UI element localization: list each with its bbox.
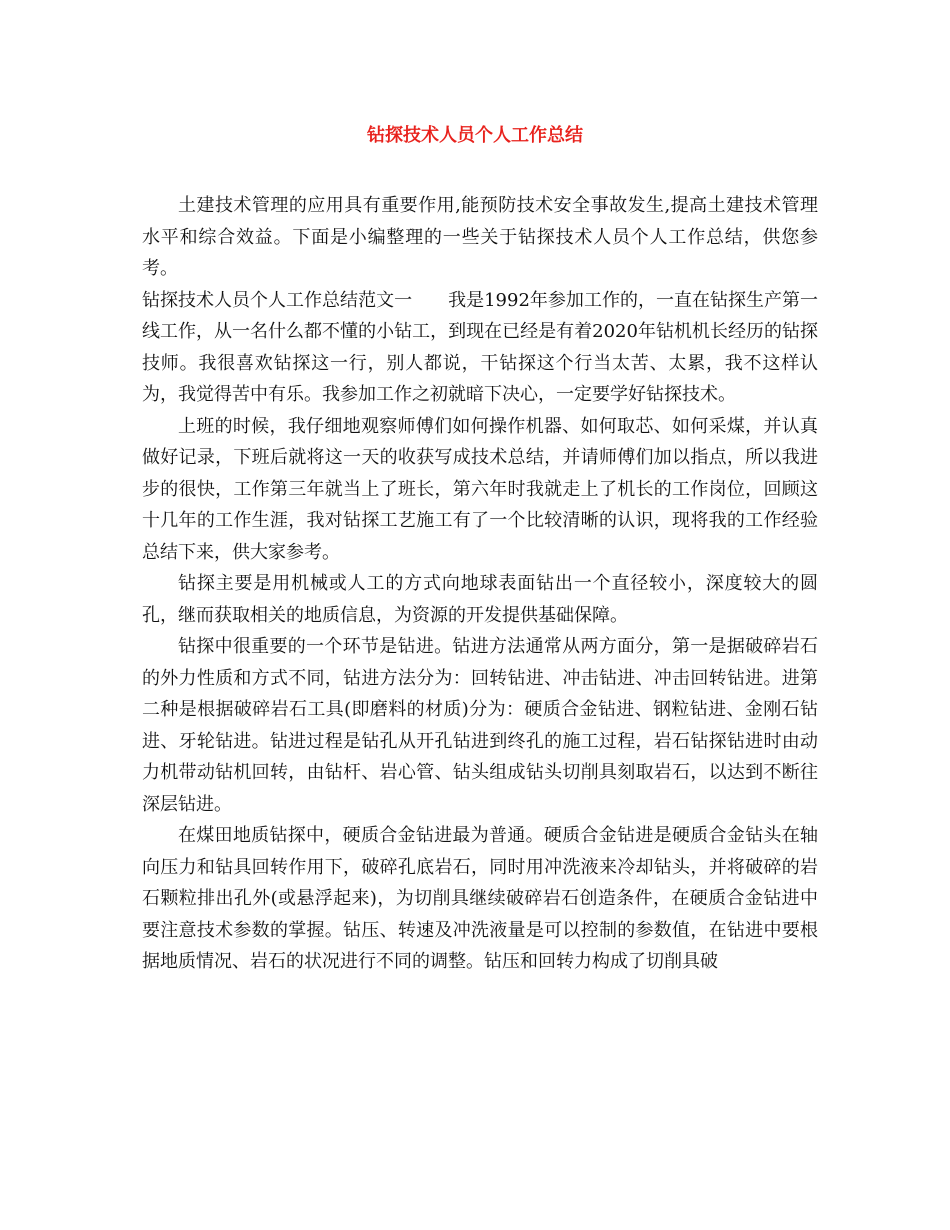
body-paragraph: 钻探主要是用机械或人工的方式向地球表面钻出一个直径较小，深度较大的圆孔，继而获取相关的地质信息，为资源的开发提供基础保障。 (142, 573, 818, 626)
body-paragraph: 钻探中很重要的一个环节是钻进。钻进方法通常从两方面分，第一是据破碎岩石的外力性质和方式不同，钻进方法分为：回转钻进、冲击钻进、冲击回转钻进。进第二种是根据破碎岩石工具(即磨料的材质)分为：硬质合金钻进、钢粒钻进、金刚石钻进、牙轮钻进。钻进过程是钻孔从开孔钻进到终孔的施工过程，岩石钻探钻进时由动力机带动钻机回转，由钻杆、岩心管、钻头组成钻头切削具刻取岩石，以达到不断往深层钻进。 (142, 636, 818, 815)
body-paragraph: 上班的时候，我仔细地观察师傅们如何操作机器、如何取芯、如何采煤，并认真做好记录，下班后就将这一天的收获写成技术总结，并请师傅们加以指点，所以我进步的很快，工作第三年就当上了班长，第六年时我就走上了机长的工作岗位，回顾这十几年的工作生涯，我对钻探工艺施工有了一个比较清晰的认识，现将我的工作经验总结下来，供大家参考。 (142, 415, 818, 563)
body-paragraph: 在煤田地质钻探中，硬质合金钻进最为普通。硬质合金钻进是硬质合金钻头在轴向压力和钻具回转作用下，破碎孔底岩石，同时用冲洗液来冷却钻头，并将破碎的岩石颗粒排出孔外(或悬浮起来)，为切削具继续破碎岩石创造条件，在硬质合金钻进中要注意技术参数的掌握。钻压、转速及冲洗液量是可以控制的参数值，在钻进中要根据地质情况、岩石的状况进行不同的调整。钻压和回转力构成了切削具破 (142, 825, 818, 972)
sample-first-paragraph-text: 我是1992年参加工作的，一直在钻探生产第一线工作，从一名什么都不懂的小钻工，到现在已经是有着2020年钻机机长经历的钻探技师。我很喜欢钻探这一行，别人都说，干钻探这个行当太苦、太累，我不这样认为，我觉得苦中有乐。我参加工作之初就暗下决心，一定要学好钻探技术。 (142, 289, 819, 405)
sample-heading: 钻探技术人员个人工作总结范文一 (142, 289, 413, 311)
document-body (142, 190, 818, 978)
document-title: 钻探技术人员个人工作总结 (367, 125, 583, 146)
sample-first-paragraph (142, 285, 818, 411)
intro-paragraph: 土建技术管理的应用具有重要作用,能预防技术安全事故发生,提高土建技术管理水平和综合效益。下面是小编整理的一些关于钻探技术人员个人工作总结，供您参考。 (142, 195, 818, 279)
